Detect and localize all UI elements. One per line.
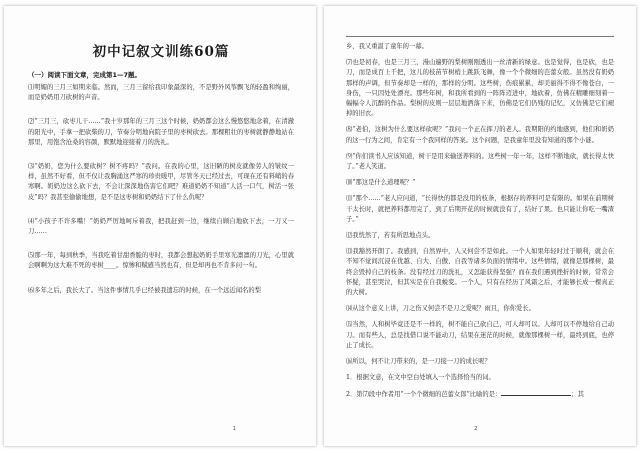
page-number: 1 (232, 426, 236, 432)
answer-blank (501, 389, 571, 396)
paragraph-2: ⑵“三月三，砍枣儿干……”我十岁那年的三月三这个时候，奶奶都会这么慢悠悠地念着，在清澈的阳光中，手拿一把砍柴的刀，节奏分明地向院子里的枣树砍去。那棵粗壮的枣树就静静地站在那里，用饱含沧桑的容颜，默默地迎接着刀的洗礼。 (28, 118, 294, 146)
question-2-text: 2．第⑺段中作者用“一个个微细的芭蕾女郎”比喻的是： (346, 391, 502, 399)
paragraph-13: ⒀我豁然开朗了。我感到，自然界中，人又何尝不是如此。一个人如果年轻时过于顺利，就会在不知不觉间沉浸在优越、自大、自傲、自我等诸多负面的情绪中。这些情绪，就像是那棵树，最终会毁掉自己的枝条。没有经过刀的洗礼，又怎能获得坚强？而在我们遇到挫折的时候，常常会怀疑，甚至哭泣，但其实是在自我蜕变。一个人，只有在经历了风霜之后，才能够长成一棵真正的大树。 (346, 248, 614, 297)
header-rule (346, 36, 614, 37)
question-2-tail: ；其 (571, 391, 584, 399)
paragraph-4: ⑷“小孩子不许多嘴！”奶奶严厉地呵斥着我，把我赶到一边，继续自顾自地砍下去，一刀又一刀…… (28, 217, 294, 236)
paragraph-3: ⑶“奶奶，您为什么要砍树？树不疼吗？”我问。在我的心里，这旧陋的树皮就像劳人的皱纹一样，虽然不好看，但不仅让我胸涌这严寒的珍贵暖甲，尽管冬天已经过去，可现在还有料峭的春寒啊。奶奶边这么砍下去，不会让深深地伤害它们吧？难道奶奶不知道“人活一口气，树活一张皮”吗？我甚至偷偷地想，是不是这枣树和奶奶结下了什么仇呢？ (28, 163, 294, 201)
paragraph-10: ⑽“那这是什么道理呢？” (346, 179, 416, 187)
paragraph-16: ⒃所以，何不让刀带来的，是一刀接一刀的成长呢？ (346, 358, 491, 366)
paragraph-8: ⑻“老伯，这树为什么要这样砍呢？”我问一个正在挥刀的老人。我期阳的约地感到，他们和奶奶的这一行为之间，肯定有一个我同样的答案。这个问题，是我童年里没有知道的那个小谜。 (346, 126, 614, 144)
question-1: 1．根据文意，在文中空白处填入一个选择恰当的词。 (346, 374, 495, 382)
paragraph-15: ⒂当然，人和树毕竟还是不一样的，树不能自己砍自己，可人却可以。人却可以不停地给自己动刀。而有些人，总是找借口说不能动刀，结果在迷茫的时候，就像那棵树一样，最终到底，也停止了成长。 (346, 321, 614, 349)
paragraph-9: ⑼“你们读书人应该知道，树干是用来输送养料的。这些树一年一年，这样不断地砍，就长得太快了。”老人笑道。 (346, 152, 614, 171)
document-page-1 (4, 6, 316, 446)
question-2 (346, 389, 614, 400)
section-heading: （一）阅读下面文章，完成第1—7题。 (28, 71, 142, 79)
document-title: 初中记叙文训练60篇 (92, 44, 230, 60)
paragraph-12: ⑿我恍然了，若有所思地点头。 (346, 232, 435, 240)
paragraph-6: ⑹多年之后，我长大了。当这件事情几乎已经被我遗忘的时候，在一个远近闻名的梨 (28, 286, 261, 294)
paragraph-7: ⑺也是初春，也是三月三，漫山遍野的梨树刚刚透出一丝清新的绿意。也是觉得，也是砍，也是刀，而是成百上千把，这儿的枝苗节树梢上跳跃飞舞，像一个个微细的芭蕾女般。虽然没有奶奶那样的声调，但节奏却是一样的，那样的分明。这些树，伤痕累累，却美丽得不得不像苍白，一身伤，一只因处处漂亮。那些年树，和我所看到的一阵阵迈进中，地砍着，仿佛在精雕细刻着一幅幅令人沉醉的作品。梨树的皮则一层层地洒落下来，仿佛是它们仍残的记忆，又仿佛是它们褪掉的旧衣。 (346, 59, 614, 118)
page-number: 2 (474, 426, 478, 432)
paragraph-1: ⑴明媚的三月三如期来临。然而，三月三留给我印象最深的，不是野外风筝飘飞的轻盈和绚丽，而是奶奶用刀砍树的声音。 (28, 84, 294, 102)
paragraph-5: ⑸那一年，每到秋季，当我吃着甘甜香脆的枣时，我都会想起奶奶手里寒光凛凛的刀光，心里就会啊啊为这大难不死的枣树____。惊惨和赋感当然也有，但是却再也不肯多问一句。 (28, 252, 294, 270)
paragraph-11: ⑾“那个……”老人应问道，“长得快的都是没用的枝条，根据存的养料可是有限的。如果在前期树干太长时，就把养料都用完了，到了后期开花的时候就没有了，结好了果。也只能让你吃一嘴渣子。” (346, 195, 614, 223)
paragraph-continued: 乡，我又重温了童年的一幕。 (346, 43, 428, 50)
paragraph-14: ⒁从这个意义上讲，刀之伤又何尝不是刀之爱呢？雨且，你你爱长。 (346, 305, 535, 313)
document-page-2 (324, 6, 636, 446)
